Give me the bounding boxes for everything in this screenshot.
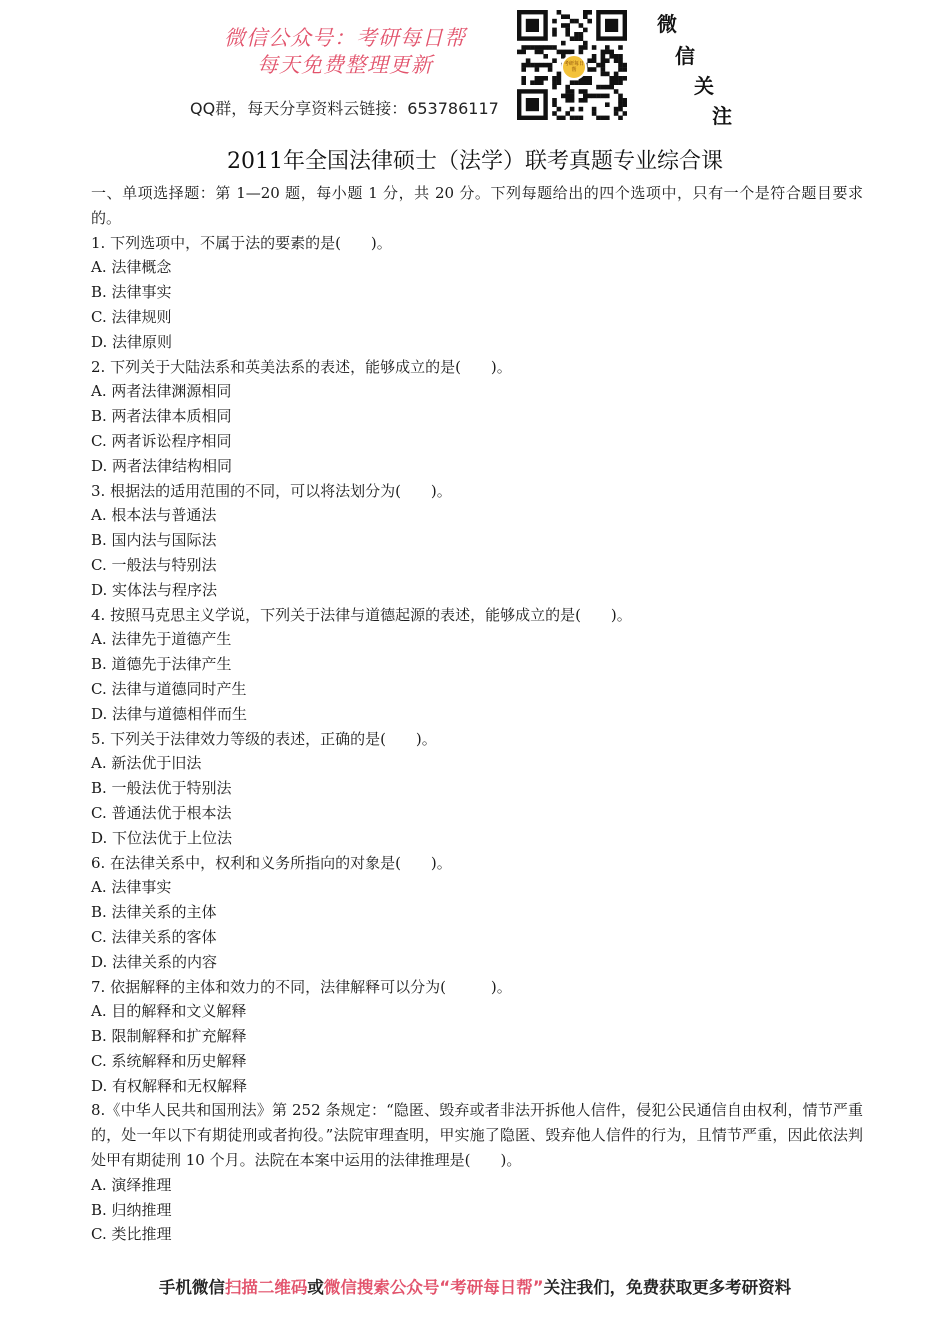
option: C. 系统解释和历史解释 bbox=[91, 1051, 247, 1070]
promo-header bbox=[0, 0, 950, 135]
option: A. 新法优于旧法 bbox=[91, 754, 202, 773]
footer-text: 手机微信 bbox=[158, 1278, 225, 1297]
question-6 bbox=[91, 851, 863, 975]
option: B. 归纳推理 bbox=[91, 1200, 172, 1219]
option: D. 法律与道德相伴而生 bbox=[91, 704, 248, 723]
option: C. 法律规则 bbox=[91, 307, 172, 326]
question-stem: 8.《中华人民共和国刑法》第 252 条规定：“隐匿、毁弃或者非法开拆他人信件，侵犯公民通信自由权利，情节严重的，处一年以下有期徒刑或者拘役。”法院审理查明，甲实施了隐匿、毁弃他人信件的行为，且情节严重，因此依法判处甲有期徒刑 10 个月。法院在本案中运用的法律推理是( )。 bbox=[91, 1101, 863, 1170]
option: B. 两者法律本质相同 bbox=[91, 407, 232, 426]
option: C. 普通法优于根本法 bbox=[91, 803, 232, 822]
option: B. 限制解释和扩充解释 bbox=[91, 1027, 247, 1046]
option: D. 实体法与程序法 bbox=[91, 580, 218, 599]
option: D. 法律关系的内容 bbox=[91, 952, 218, 971]
option: D. 有权解释和无权解释 bbox=[91, 1076, 248, 1095]
option: A. 目的解释和文义解释 bbox=[91, 1002, 247, 1021]
question-stem: 2. 下列关于大陆法系和英美法系的表述，能够成立的是( )。 bbox=[91, 357, 512, 376]
question-5 bbox=[91, 727, 863, 851]
question-stem: 6. 在法律关系中，权利和义务所指向的对象是( )。 bbox=[91, 853, 452, 872]
page-title: 2011年全国法律硕士（法学）联考真题专业综合课 bbox=[227, 149, 723, 174]
question-stem: 3. 根据法的适用范围的不同，可以将法划分为( )。 bbox=[91, 481, 452, 500]
option: A. 两者法律渊源相同 bbox=[91, 382, 232, 401]
option: B. 一般法优于特别法 bbox=[91, 779, 232, 798]
promo-footer bbox=[0, 1274, 950, 1298]
question-7 bbox=[91, 975, 863, 1099]
question-stem: 5. 下列关于法律效力等级的表述，正确的是( )。 bbox=[91, 729, 437, 748]
footer-text: 关注我们，免费获取更多考研资料 bbox=[543, 1278, 792, 1297]
vertical-text-char: 关 bbox=[694, 74, 714, 98]
question-4 bbox=[91, 603, 863, 727]
option: B. 法律关系的主体 bbox=[91, 903, 217, 922]
promo-wechat-account: 微信公众号：考研每日帮 bbox=[224, 26, 466, 50]
option: A. 根本法与普通法 bbox=[91, 506, 217, 525]
question-3 bbox=[91, 479, 863, 603]
option: C. 一般法与特别法 bbox=[91, 555, 217, 574]
section-intro: 一、单项选择题：第 1—20 题，每小题 1 分，共 20 分。下列每题给出的四个选项中，只有一个是符合题目要求的。 bbox=[91, 184, 863, 227]
vertical-text-char: 注 bbox=[712, 104, 732, 128]
option: D. 两者法律结构相同 bbox=[91, 456, 233, 475]
promo-daily-update: 每天免费整理更新 bbox=[257, 53, 433, 77]
question-stem: 7. 依据解释的主体和效力的不同，法律解释可以分为( )。 bbox=[91, 977, 512, 996]
option: C. 两者诉讼程序相同 bbox=[91, 431, 232, 450]
qq-group-info: QQ群，每天分享资料云链接：653786117 bbox=[190, 99, 499, 118]
qr-code[interactable] bbox=[517, 10, 627, 120]
option: C. 法律与道德同时产生 bbox=[91, 679, 247, 698]
footer-highlight-search: 微信搜索公众号“考研每日帮” bbox=[323, 1278, 544, 1297]
question-8 bbox=[91, 1098, 863, 1247]
vertical-text-char: 微 bbox=[657, 12, 677, 36]
option: B. 道德先于法律产生 bbox=[91, 655, 232, 674]
option: C. 类比推理 bbox=[91, 1225, 172, 1244]
option: B. 法律事实 bbox=[91, 283, 172, 302]
option: A. 演绎推理 bbox=[91, 1175, 172, 1194]
question-2 bbox=[91, 355, 863, 479]
question-stem: 1. 下列选项中，不属于法的要素的是( )。 bbox=[91, 233, 392, 252]
option: A. 法律事实 bbox=[91, 878, 172, 897]
option: A. 法律先于道德产生 bbox=[91, 630, 232, 649]
option: D. 下位法优于上位法 bbox=[91, 828, 233, 847]
question-1 bbox=[91, 231, 863, 355]
option: B. 国内法与国际法 bbox=[91, 531, 217, 550]
option: D. 法律原则 bbox=[91, 332, 173, 351]
exam-content bbox=[91, 181, 863, 1247]
footer-highlight-scan: 扫描二维码 bbox=[224, 1278, 308, 1297]
option: A. 法律概念 bbox=[91, 258, 172, 277]
footer-text: 或 bbox=[307, 1278, 324, 1297]
vertical-text-char: 信 bbox=[675, 44, 695, 68]
qr-badge-logo: 考研每日帮 bbox=[561, 54, 587, 80]
question-stem: 4. 按照马克思主义学说，下列关于法律与道德起源的表述，能够成立的是( )。 bbox=[91, 605, 632, 624]
option: C. 法律关系的客体 bbox=[91, 927, 217, 946]
